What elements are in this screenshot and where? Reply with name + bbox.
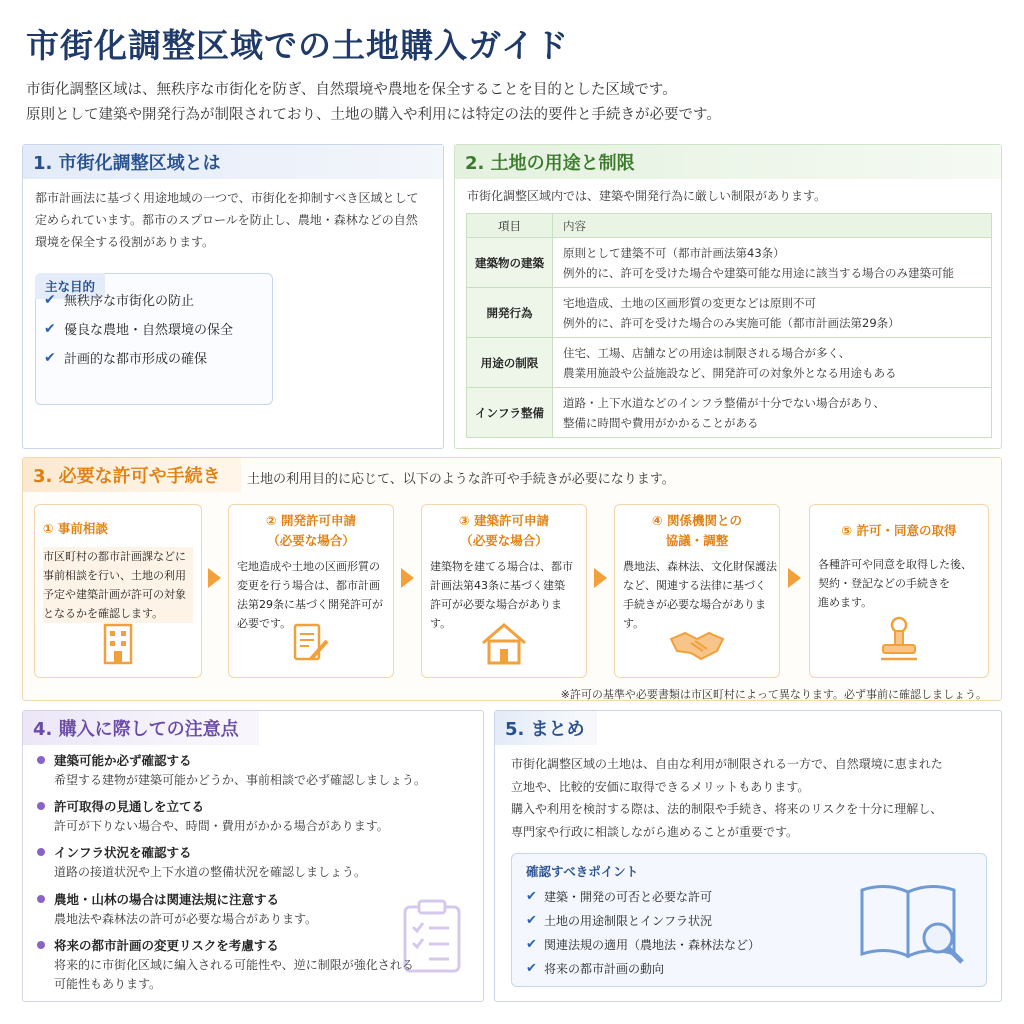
value-line: 例外的に、許可を受けた場合や建築可能な用途に該当する場合のみ建築可能 (563, 265, 954, 280)
bullet-icon (37, 756, 45, 764)
section-heading: 5. まとめ (495, 711, 597, 745)
caution-title: 建築可能か必ず確認する (54, 753, 192, 768)
caution-item (37, 797, 389, 836)
body-line: 環境を保全する役割があります。 (35, 235, 215, 249)
step-title (615, 511, 779, 551)
step-text (818, 555, 972, 612)
checkpoint-text: 関連法規の適用（農地法・森林法など） (544, 938, 761, 952)
column-header-content: 内容 (553, 214, 992, 238)
step-building-permit (421, 504, 587, 678)
caution-heading (37, 936, 414, 954)
intro-text (26, 78, 1006, 128)
body-line: 立地や、比較的安価に取得できるメリットもあります。 (511, 779, 810, 794)
value-line: 整備に時間や費用がかかることがある (563, 415, 759, 430)
step-text-line: 必要です。 (237, 617, 292, 630)
step-approval (809, 504, 989, 678)
step-text-line: など、関連する法律に基づく (623, 579, 766, 592)
body-line: 都市計画法に基づく用途地域の一つで、市街化を抑制すべき区域として (35, 191, 419, 205)
step-arrow-icon (594, 568, 607, 588)
value-line: 原則として建築不可（都市計画法第43条） (563, 245, 785, 260)
handshake-icon (667, 625, 727, 669)
section-heading: 3. 必要な許可や手続き (23, 458, 241, 492)
goal-item (44, 348, 207, 367)
building-icon (101, 621, 135, 669)
caution-title: インフラ状況を確認する (54, 845, 192, 860)
caution-heading (37, 797, 389, 815)
step-text-line: 各種許可や同意を取得した後、 (818, 558, 972, 571)
section-procedures (22, 457, 1002, 701)
checkpoint-item (526, 888, 712, 905)
caution-title: 許可取得の見通しを立てる (54, 799, 205, 814)
step-arrow-icon (208, 568, 221, 588)
step-text-line: す。 (430, 617, 452, 630)
step-text-line: 手続きが必要な場合がありま (623, 598, 766, 611)
intro-line: 市街化調整区域は、無秩序な市街化を防ぎ、自然環境や農地を保全することを目的とした区域です。 (26, 82, 677, 98)
caution-item (37, 890, 317, 929)
step-text (43, 547, 193, 623)
step-title (229, 511, 393, 551)
bullet-icon (37, 895, 45, 903)
step-text-line: 変更を行う場合は、都市計画 (237, 579, 380, 592)
step-text-line: となるかを確認します。 (43, 607, 164, 620)
row-key: インフラ整備 (467, 388, 553, 438)
step-text-line: 農地法、森林法、文化財保護法 (623, 560, 777, 573)
step-text-line: 計画法第43条に基づく建築 (430, 579, 565, 592)
row-value (553, 388, 992, 438)
caution-heading (37, 751, 426, 769)
caution-text: 農地法や森林法の許可が必要な場合があります。 (54, 912, 318, 926)
section-body (511, 753, 989, 843)
step-text-line: 宅地造成や土地の区画形質の (237, 560, 380, 573)
checkpoint-text: 将来の都市計画の動向 (544, 962, 665, 976)
section-desc: 市街化調整区域内では、建築や開発行為に厳しい制限があります。 (467, 189, 827, 203)
section-summary (494, 710, 1002, 1002)
body-line: 定められています。都市のスプロールを防止し、農地・森林などの自然 (35, 213, 418, 227)
row-key: 建築物の建築 (467, 238, 553, 288)
step-title (810, 521, 988, 541)
row-key: 用途の制限 (467, 338, 553, 388)
stamp-icon (877, 615, 921, 669)
checkpoint-item (526, 912, 712, 929)
section-restrictions (454, 144, 1002, 449)
step-text-line: 建築物を建てる場合は、都市 (430, 560, 573, 573)
row-key: 開発行為 (467, 288, 553, 338)
step-text-line: 事前相談を行い、土地の利用 (43, 569, 186, 582)
caution-heading (37, 890, 317, 908)
value-line: 宅地造成、土地の区画形質の変更などは原則不可 (563, 295, 816, 310)
section-heading: 1. 市街化調整区域とは (23, 145, 443, 179)
step-text-line: 許可が必要な場合がありま (430, 598, 562, 611)
body-line: 市街化調整区域の土地は、自由な利用が制限される一方で、自然環境に恵まれた (511, 757, 943, 771)
table-row (467, 288, 992, 338)
step-text-line: 契約・登記などの手続きを (818, 577, 950, 590)
step-text-line: 予定や建築計画が許可の対象 (43, 588, 186, 601)
checkpoint-item (526, 936, 760, 953)
checkpoints-box (511, 853, 987, 987)
table-row (467, 238, 992, 288)
step-title-line: ② 開発許可申請 (266, 513, 356, 528)
step-text-line: す。 (623, 617, 645, 630)
clipboard-icon (401, 899, 463, 979)
goal-text: 計画的な都市形成の確保 (64, 352, 208, 367)
caution-title: 農地・山林の場合は関連法規に注意する (54, 892, 280, 907)
step-title (422, 511, 586, 551)
body-line: 購入や利用を検討する際は、法的制限や手続き、将来のリスクを十分に理解し、 (511, 802, 943, 816)
check-icon: ✔ (526, 889, 537, 904)
value-line: 例外的に、許可を受けた場合のみ実施可能（都市計画法第29条） (563, 315, 900, 330)
check-icon: ✔ (44, 349, 56, 366)
caution-item (37, 751, 426, 790)
table-row (467, 338, 992, 388)
caution-text: 許可が下りない場合や、時間・費用がかかる場合があります。 (54, 819, 389, 833)
row-value (553, 288, 992, 338)
step-text (623, 557, 777, 633)
caution-text: 希望する建物が建築可能かどうか、事前相談で必ず確認しましょう。 (54, 773, 427, 787)
step-text-line: 法第29条に基づく開発許可が (237, 598, 383, 611)
restrictions-table (466, 213, 992, 438)
step-title (35, 519, 201, 539)
caution-item (37, 936, 414, 994)
section-cautions (22, 710, 484, 1002)
section-body (35, 187, 435, 253)
checkpoints-label: 確認すべきポイント (526, 864, 639, 879)
step-agency-coordination (614, 504, 780, 678)
row-value (553, 338, 992, 388)
value-line: 道路・上下水道などのインフラ整備が十分でない場合があり、 (563, 395, 885, 410)
step-text-line: 進めます。 (818, 596, 873, 609)
step-title-line: ⑤ 許可・同意の取得 (841, 523, 957, 538)
goal-text: 無秩序な市街化の防止 (64, 294, 195, 309)
caution-text: 将来的に市街化区域に編入される可能性や、逆に制限が強化される (54, 958, 414, 972)
section-definition (22, 144, 444, 449)
caution-item (37, 843, 366, 882)
step-text-line: 市区町村の都市計画課などに (43, 550, 186, 563)
intro-line: 原則として建築や開発行為が制限されており、土地の購入や利用には特定の法的要件と手続きが必要です。 (26, 107, 721, 123)
section-heading: 4. 購入に際しての注意点 (23, 711, 259, 745)
procedures-note: ※許可の基準や必要書類は市区町村によって異なります。必ず事前に確認しましょう。 (560, 688, 987, 701)
caution-text: 道路の接道状況や上下水道の整備状況を確認しましょう。 (54, 865, 367, 879)
table-header-row (467, 214, 992, 238)
goals-box (35, 273, 273, 405)
step-arrow-icon (401, 568, 414, 588)
checkpoint-text: 土地の用途制限とインフラ状況 (544, 914, 713, 928)
page-title: 市街化調整区域での土地購入ガイド (26, 26, 570, 65)
bullet-icon (37, 941, 45, 949)
table-row (467, 388, 992, 438)
check-icon: ✔ (526, 937, 537, 952)
row-value (553, 238, 992, 288)
step-title-line: （必要な場合） (267, 533, 355, 548)
column-header-item: 項目 (467, 214, 553, 238)
check-icon: ✔ (44, 291, 56, 308)
check-icon: ✔ (44, 320, 56, 337)
goal-text: 優良な農地・自然環境の保全 (64, 323, 234, 338)
goal-item (44, 290, 194, 309)
step-title-line: （必要な場合） (460, 533, 548, 548)
book-magnifier-icon (856, 876, 968, 974)
document-pen-icon (289, 621, 333, 669)
step-title-line: ④ 関係機関との (652, 513, 742, 528)
goals-label: 主な目的 (35, 273, 105, 299)
step-arrow-icon (788, 568, 801, 588)
checkpoint-text: 建築・開発の可否と必要な許可 (544, 890, 713, 904)
caution-heading (37, 843, 366, 861)
check-icon: ✔ (526, 913, 537, 928)
value-line: 農業用施設や公益施設など、開発許可の対象外となる用途もある (563, 365, 897, 380)
step-development-permit (228, 504, 394, 678)
step-title-line: 協議・調整 (665, 533, 729, 548)
caution-title: 将来の都市計画の変更リスクを考慮する (54, 938, 279, 953)
house-icon (479, 621, 529, 669)
step-title-line: ③ 建築許可申請 (459, 513, 549, 528)
section-desc: 土地の利用目的に応じて、以下のような許可や手続きが必要になります。 (247, 472, 675, 487)
goal-item (44, 319, 233, 338)
checkpoint-item (526, 960, 664, 977)
value-line: 住宅、工場、店舗などの用途は制限される場合が多く、 (563, 345, 851, 360)
bullet-icon (37, 802, 45, 810)
caution-text: 可能性もあります。 (54, 977, 162, 991)
step-consultation (34, 504, 202, 678)
check-icon: ✔ (526, 961, 537, 976)
step-title-line: ① 事前相談 (43, 521, 108, 536)
section-heading: 2. 土地の用途と制限 (455, 145, 1001, 179)
body-line: 専門家や行政に相談しながら進めることが重要です。 (511, 824, 799, 839)
bullet-icon (37, 848, 45, 856)
